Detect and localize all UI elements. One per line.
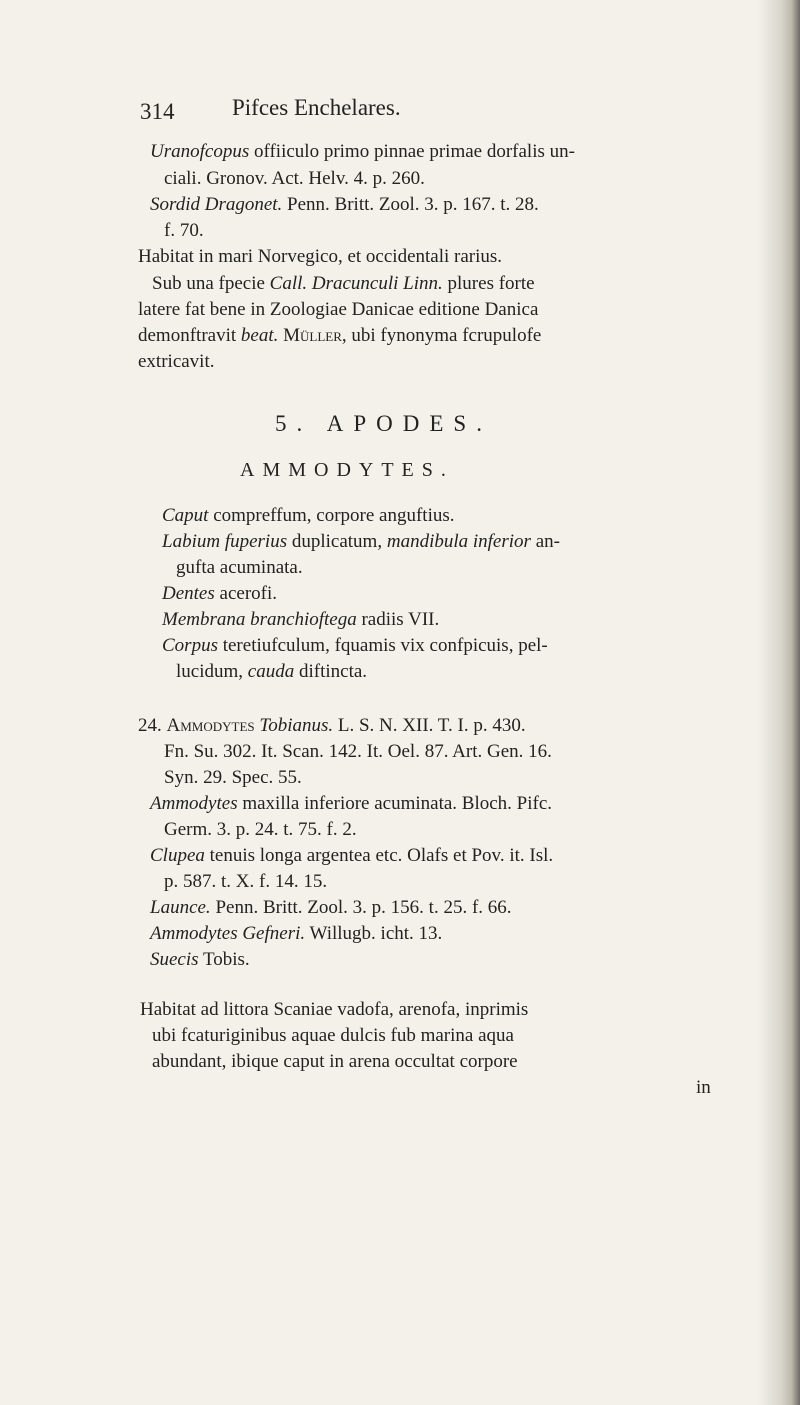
running-title: Pifces Enchelares. — [232, 95, 401, 120]
text-line: Germ. 3. p. 24. t. 75. f. 2. — [164, 819, 357, 840]
text-line: Dentes acerofi. — [162, 583, 277, 604]
text-line: Corpus teretiufculum, fquamis vix confpicuis, pel- — [162, 635, 548, 656]
text-line: latere fat bene in Zoologiae Danicae editione Danica — [138, 299, 539, 320]
catchword: in — [696, 1077, 711, 1098]
text-line: ubi fcaturiginibus aquae dulcis fub marina aqua — [152, 1025, 514, 1046]
text-line: Sub una fpecie Call. Dracunculi Linn. plures forte — [152, 273, 535, 294]
text-line: Habitat in mari Norvegico, et occidentali rarius. — [138, 246, 503, 267]
text-line: Launce. Penn. Britt. Zool. 3. p. 156. t. 25. f. 66. — [150, 897, 512, 918]
text-line: Ammodytes Gefneri. Willugb. icht. 13. — [150, 923, 443, 944]
section-title: 5. APODES. — [275, 411, 492, 436]
text-line: Fn. Su. 302. It. Scan. 142. It. Oel. 87. Art. Gen. 16. — [164, 741, 552, 762]
text-line: Labium fuperius duplicatum, mandibula inferior an- — [162, 531, 560, 552]
text-line: f. 70. — [164, 220, 204, 241]
text-line: abundant, ibique caput in arena occultat corpore — [152, 1051, 518, 1072]
text-line: Syn. 29. Spec. 55. — [164, 767, 302, 788]
text-line: Sordid Dragonet. Penn. Britt. Zool. 3. p. 167. t. 28. — [150, 194, 539, 215]
text-line: gufta acuminata. — [176, 557, 303, 578]
genus-title: AMMODYTES. — [240, 459, 454, 481]
text-line: 24. Ammodytes Tobianus. L. S. N. XII. T. I. p. 430. — [138, 715, 526, 736]
text-line: Suecis Tobis. — [150, 949, 250, 970]
text-line: Uranofcopus offiiculo primo pinnae primae dorfalis un- — [150, 141, 575, 162]
text-line: lucidum, cauda diftincta. — [176, 661, 368, 682]
text-line: extricavit. — [138, 351, 215, 372]
page-edge-shadow — [758, 0, 800, 1405]
text-line: Ammodytes maxilla inferiore acuminata. Bloch. Pifc. — [150, 793, 553, 814]
text-line: demonftravit beat. Müller, ubi fynonyma fcrupulofe — [138, 325, 542, 346]
text-line: Habitat ad littora Scaniae vadofa, arenofa, inprimis — [140, 999, 529, 1020]
text-line: Clupea tenuis longa argentea etc. Olafs et Pov. it. Isl. — [150, 845, 554, 866]
text-line: Membrana branchioftega radiis VII. — [162, 609, 440, 630]
text-line: ciali. Gronov. Act. Helv. 4. p. 260. — [164, 168, 425, 189]
text-line: p. 587. t. X. f. 14. 15. — [164, 871, 328, 892]
page-number: 314 — [140, 99, 175, 124]
text-line: Caput compreffum, corpore anguftius. — [162, 505, 455, 526]
